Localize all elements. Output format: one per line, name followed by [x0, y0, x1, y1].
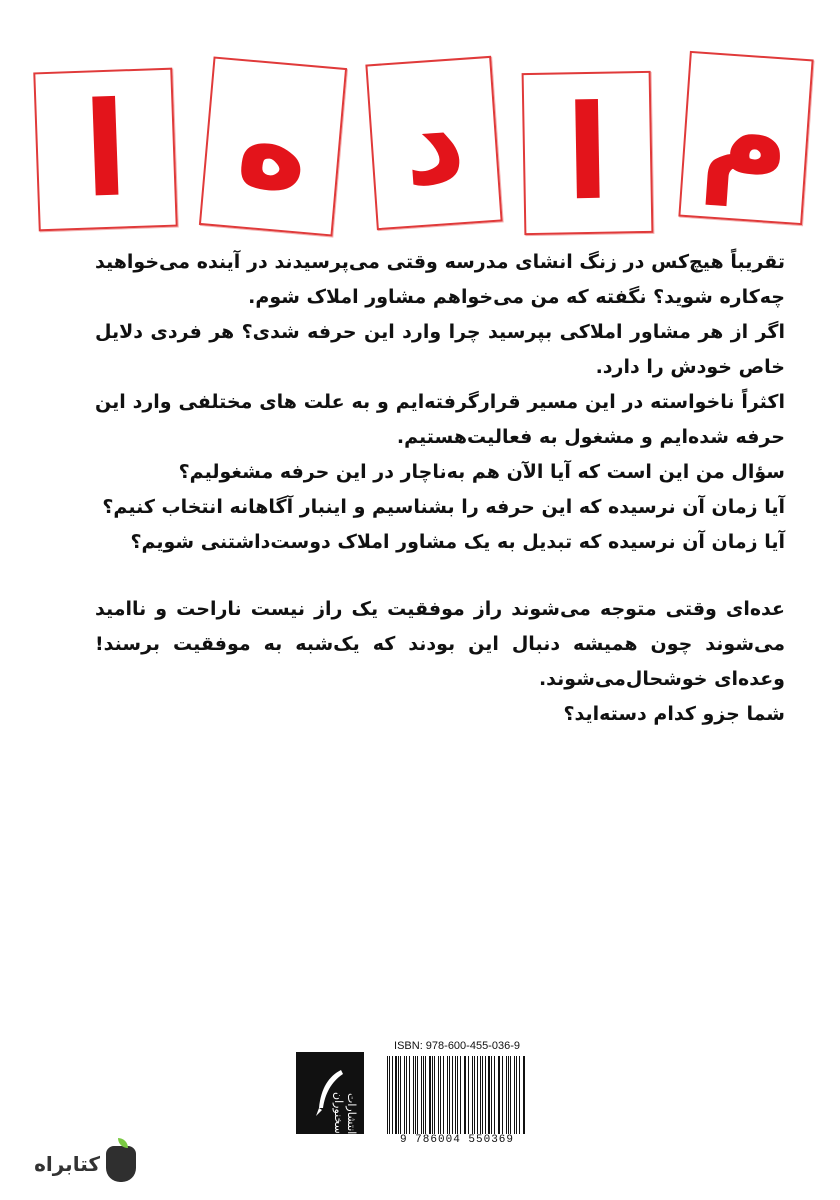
- barcode-stripe: [421, 1056, 422, 1134]
- title-letter-card: [365, 56, 502, 230]
- barcode-stripe: [514, 1056, 516, 1134]
- barcode-bars: [387, 1056, 527, 1134]
- barcode-stripe: [464, 1056, 465, 1134]
- barcode-stripe: [438, 1056, 439, 1134]
- barcode-stripe: [498, 1056, 499, 1134]
- barcode-stripe: [425, 1056, 426, 1134]
- back-cover-text: [95, 245, 785, 732]
- barcode-stripe: [432, 1056, 433, 1134]
- barcode: [382, 1040, 532, 1152]
- barcode-stripe: [395, 1056, 397, 1134]
- barcode-stripe: [510, 1056, 511, 1134]
- barcode-stripe: [447, 1056, 449, 1134]
- title-letter: ه: [231, 73, 315, 219]
- title-letter: ا: [563, 76, 612, 230]
- barcode-stripe: [429, 1056, 431, 1134]
- paragraph: سؤال من این است که آیا الآن هم به‌ناچار در این حرفه مشغولیم؟: [178, 461, 785, 483]
- barcode-stripe: [413, 1056, 414, 1134]
- barcode-stripe: [502, 1056, 503, 1134]
- barcode-stripe: [465, 1056, 466, 1134]
- barcode-stripe: [452, 1056, 453, 1134]
- barcode-stripe: [443, 1056, 444, 1134]
- barcode-stripe: [508, 1056, 509, 1134]
- barcode-stripe: [409, 1056, 411, 1134]
- barcode-stripe: [524, 1056, 525, 1134]
- barcode-stripe: [449, 1056, 450, 1134]
- barcode-stripe: [389, 1056, 390, 1134]
- title-letter: د: [398, 71, 470, 214]
- barcode-stripe: [499, 1056, 500, 1134]
- title-letter: ا: [80, 72, 131, 227]
- barcode-stripe: [392, 1056, 393, 1134]
- barcode-stripe: [506, 1056, 507, 1134]
- barcode-stripe: [477, 1056, 478, 1134]
- publisher-name: انتشارات سخنوران: [332, 1092, 358, 1134]
- barcode-stripe: [455, 1056, 456, 1134]
- barcode-stripe: [488, 1056, 490, 1134]
- barcode-stripe: [519, 1056, 520, 1134]
- barcode-stripe: [472, 1056, 473, 1134]
- paragraph: اکثراً ناخواسته در این مسیر قرارگرفته‌ایم و به علت های مختلفی وارد این حرفه شده‌ایم و مشغول به فعالیت‌هستیم.: [95, 391, 785, 448]
- barcode-stripe: [404, 1056, 405, 1134]
- title-letter-card: [678, 51, 813, 225]
- ketabrah-logo-icon: [106, 1146, 136, 1182]
- title-letter-cards: [0, 0, 840, 260]
- barcode-stripe: [474, 1056, 475, 1134]
- barcode-stripe: [468, 1056, 470, 1134]
- barcode-stripe: [516, 1056, 517, 1134]
- barcode-stripe: [398, 1056, 399, 1134]
- paragraph: اگر از هر مشاور املاکی بپرسید چرا وارد این حرفه شدی؟ هر فردی دلایل خاص خودش را دارد.: [95, 321, 785, 378]
- barcode-stripe: [417, 1056, 418, 1134]
- barcode-stripe: [434, 1056, 435, 1134]
- barcode-stripe: [415, 1056, 416, 1134]
- barcode-stripe: [400, 1056, 401, 1134]
- barcode-number: 9 786004 550369: [399, 1134, 515, 1146]
- barcode-stripe: [423, 1056, 424, 1134]
- barcode-stripe: [494, 1056, 495, 1134]
- barcode-stripe: [482, 1056, 483, 1134]
- watermark: [16, 1142, 136, 1186]
- publisher-logo: [296, 1052, 364, 1134]
- paragraph: عده‌ای وقتی متوجه می‌شوند راز موفقیت یک راز نیست ناراحت و ناامید می‌شوند چون همیشه دنبال این بودند که یک‌شبه به موفقیت برسند! وعده‌ای خوشحال‌می‌شوند.: [95, 598, 785, 690]
- paragraph: شما جزو کدام دسته‌اید؟: [563, 703, 785, 725]
- paragraph-gap: [95, 560, 785, 592]
- barcode-stripe: [406, 1056, 407, 1134]
- barcode-stripe: [485, 1056, 486, 1134]
- barcode-stripe: [460, 1056, 461, 1134]
- paragraph: آیا زمان آن نرسیده که این حرفه را بشناسیم و اینبار آگاهانه انتخاب کنیم؟: [102, 496, 785, 518]
- title-letter: م: [697, 65, 795, 210]
- title-letter-card: [199, 56, 347, 236]
- paragraph: آیا زمان آن نرسیده که تبدیل به یک مشاور املاک دوست‌داشتنی شویم؟: [130, 531, 785, 553]
- barcode-stripe: [523, 1056, 524, 1134]
- title-letter-card: [33, 68, 177, 232]
- paragraph: تقریباً هیچ‌کس در زنگ انشای مدرسه وقتی می‌پرسیدند در آینده می‌خواهید چه‌کاره شوید؟ نگفته که من می‌خواهم مشاور املاک شوم.: [95, 251, 785, 308]
- title-letter-card: [522, 71, 654, 235]
- barcode-stripe: [491, 1056, 492, 1134]
- watermark-text: کتابراه: [34, 1152, 100, 1176]
- isbn-label: ISBN: 978-600-455-036-9: [394, 1040, 520, 1052]
- barcode-stripe: [480, 1056, 481, 1134]
- barcode-stripe: [440, 1056, 441, 1134]
- barcode-stripe: [387, 1056, 388, 1134]
- barcode-stripe: [457, 1056, 458, 1134]
